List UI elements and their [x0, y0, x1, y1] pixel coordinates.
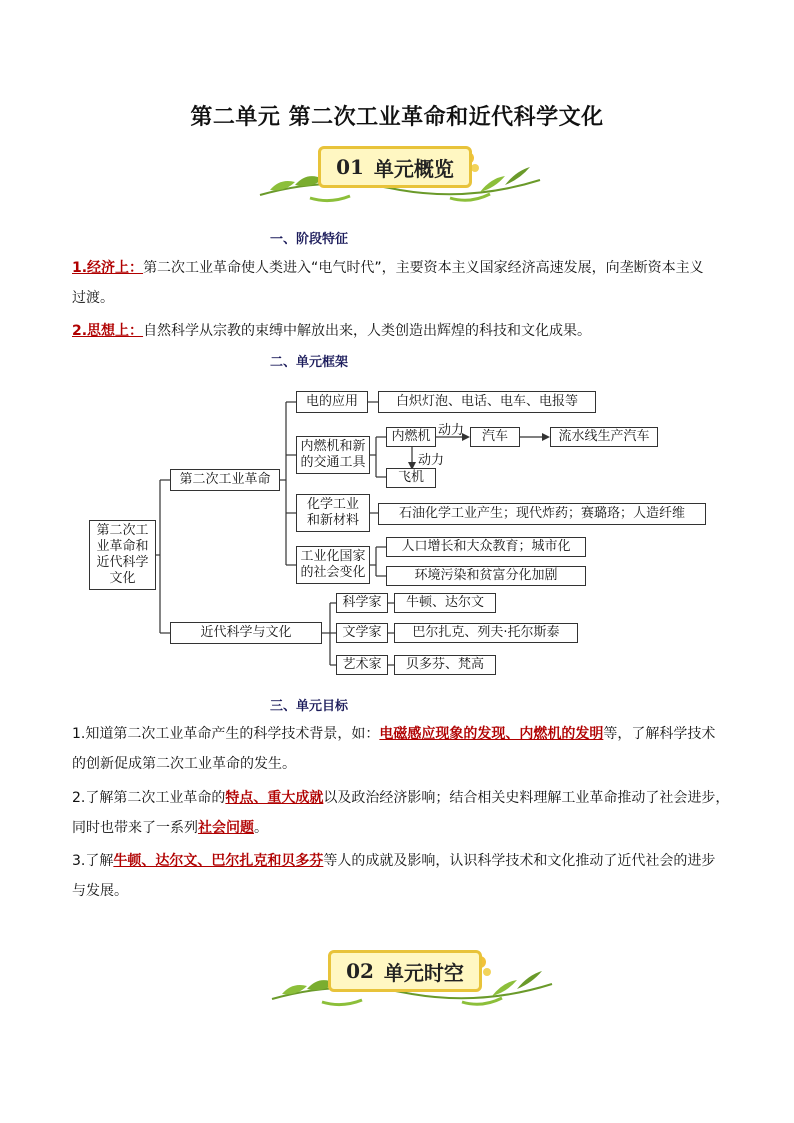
ice-line: 的交通工具 — [300, 455, 366, 470]
banner-number: 02 — [346, 959, 374, 983]
society-line: 工业化国家 — [300, 549, 366, 564]
page-title: 第二单元 第二次工业革命和近代科学文化 — [190, 104, 604, 130]
section-heading-features: 一、阶段特征 — [270, 232, 349, 247]
node-artist-detail: 贝多芬、梵高 — [394, 655, 496, 675]
goal-keyword: 社会问题 — [198, 820, 254, 836]
goal-2 — [72, 783, 732, 843]
label-economy: 1.经济上： — [72, 260, 144, 276]
root-line: 文化 — [109, 571, 136, 586]
goal-text: 2.了解第二次工业革命的 — [72, 790, 226, 806]
goal-text: 等，了解科学技术 — [603, 726, 716, 742]
root-line: 近代科学 — [96, 555, 149, 570]
node-social-detail-2: 环境污染和贫富分化加剧 — [386, 566, 586, 586]
goal-keyword: 电磁感应现象的发现、内燃机的发明 — [379, 726, 604, 742]
text-economy: 第二次工业革命使人类进入“电气时代”，主要资本主义国家经济高速发展，向垄断资本主义 — [143, 260, 704, 276]
node-social-change — [296, 546, 370, 584]
society-line: 的社会变化 — [300, 565, 366, 580]
goal-text: 3.了解 — [72, 853, 114, 869]
node-second-industrial-revolution: 第二次工业革命 — [170, 469, 280, 491]
node-scientist: 科学家 — [336, 593, 388, 613]
label-power-2: 动力 — [418, 453, 445, 468]
node-artist: 艺术家 — [336, 655, 388, 675]
goal-text: 同时也带来了一系列 — [72, 820, 198, 836]
node-electricity: 电的应用 — [296, 391, 368, 413]
node-social-detail-1: 人口增长和大众教育；城市化 — [386, 537, 586, 557]
label-power-1: 动力 — [438, 423, 465, 438]
goal-text: 等人的成就及影响，认识科学技术和文化推动了近代社会的进步 — [323, 853, 716, 869]
node-electricity-detail: 白炽灯泡、电话、电车、电报等 — [378, 391, 596, 413]
root-line: 业革命和 — [96, 539, 149, 554]
node-writer-detail: 巴尔扎克、列夫·托尔斯泰 — [394, 623, 578, 643]
banner-unit-timeline — [262, 944, 562, 1014]
node-assembly-line: 流水线生产汽车 — [550, 427, 658, 447]
node-modern-science-culture: 近代科学与文化 — [170, 622, 322, 644]
goal-text: 1.知道第二次工业革命产生的科学技术背景，如： — [72, 726, 380, 742]
section-heading-framework: 二、单元框架 — [270, 355, 349, 370]
goal-keyword: 牛顿、达尔文、巴尔扎克和贝多芬 — [113, 853, 324, 869]
goal-text: 以及政治经济影响；结合相关史料理解工业革命推动了社会进步， — [323, 790, 730, 806]
banner-text: 单元时空 — [383, 960, 464, 985]
chem-line: 化学工业 — [306, 497, 359, 512]
chem-line: 和新材料 — [306, 513, 359, 528]
node-root — [89, 520, 156, 590]
goal-3 — [72, 846, 732, 906]
node-chemical-detail: 石油化学工业产生；现代炸药；赛璐珞；人造纤维 — [378, 503, 706, 525]
goal-keyword: 特点、重大成就 — [225, 790, 324, 806]
goal-1 — [72, 719, 732, 779]
node-internal-combustion-engine: 内燃机 — [386, 427, 436, 447]
text-thought: 自然科学从宗教的束缚中解放出来，人类创造出辉煌的科技和文化成果。 — [143, 323, 592, 339]
node-airplane: 飞机 — [386, 468, 436, 488]
root-line: 第二次工 — [96, 523, 149, 538]
label-thought: 2.思想上： — [72, 323, 144, 339]
node-car: 汽车 — [470, 427, 520, 447]
node-writer: 文学家 — [336, 623, 388, 643]
node-chemical-industry — [296, 494, 370, 532]
section-heading-goals: 三、单元目标 — [270, 699, 349, 714]
text-economy-cont: 过渡。 — [72, 290, 114, 306]
node-scientist-detail: 牛顿、达尔文 — [394, 593, 496, 613]
goal-text: 。 — [254, 820, 268, 836]
ice-line: 内燃机和新 — [300, 439, 366, 454]
goal-text: 与发展。 — [72, 883, 128, 899]
goal-text: 的创新促成第二次工业革命的发生。 — [72, 756, 296, 772]
node-combustion-transport — [296, 436, 370, 474]
banner-text: 单元概览 — [373, 156, 454, 181]
banner-number: 01 — [336, 155, 364, 179]
